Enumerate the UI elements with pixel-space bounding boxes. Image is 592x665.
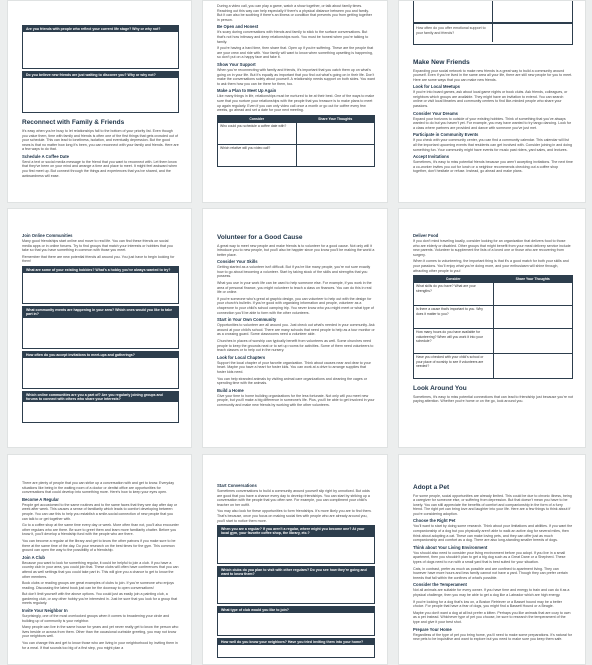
answer-area[interactable]	[23, 358, 178, 388]
subheading: Participate in Community Events	[413, 132, 479, 138]
subheading: Think about Your Living Environment	[413, 544, 488, 550]
answer-area[interactable]	[218, 645, 374, 657]
paragraph: People get accustomed to the same routines and to the same faces that they see day after day or week after week. This causes a sense of familiarity which leads to comfort developing between people. You can use this to help you establish a smile-social connection of new people that you can talk to or get together with.	[22, 502, 178, 521]
paragraph: Regardless of the type of pet you bring home, you'll need to make some preparations. It's natural for new pets to be inquisitive and want to explore but you need to make sure you keep them safe.	[413, 632, 572, 642]
paragraph: But don't limit yourself with the above options. You could just as easily join a painting club, a gardening club, or any other hobby you're interested in. Just be sure that you look for a group that meets regularly.	[22, 592, 178, 606]
paragraph: Go to a coffee shop at the same time every day or week. More often than not, you'll also encounter other regulars who are there. Be sure to greet them and learn more familiarity chatter. Before you know it, you'll develop a friendship fund with the people who are there.	[22, 523, 179, 537]
question-label: What type of club would you like to join?	[218, 607, 374, 613]
question-label: When you are a regular? If you aren't a regular, where might you become one? At your local gym, your favorite coffee shop, the library, etc.?	[218, 526, 374, 536]
subheading: Accept Invitations	[413, 154, 450, 160]
paragraph: It's easy when you're busy to let relationships fall to the bottom of your priority list. Even though you value them, time with family and friends is often one of the first things that gets crowded out of your schedule. This can lead to loneliness, isolation, and eventually depression. But the good news is that no matter how long it's been, you can reconnect with your family and friends. Here are a few ways to do that.	[22, 128, 179, 152]
section-heading: Adopt a Pet	[413, 484, 450, 491]
subheading: Consider the Temperament	[413, 582, 467, 588]
page-1	[7, 0, 192, 203]
page-4-content	[22, 231, 179, 425]
paragraph: When you're reconnecting with family and friends, it's important that you catch them up on what's going on in your life. But it's equally as important that you find out what's going on in their life. Don't make the conversations solely about yourself. A relationship needs support on both sides. You want to ask them how you can be there for them, too.	[217, 67, 375, 86]
subheading: Join A Club	[22, 554, 45, 560]
page-8-content	[217, 481, 375, 660]
subheading: Be Open and Honest	[217, 24, 259, 30]
paragraph: You should also need to consider your living environment before you adopt. If you live in a small apartment, then you shouldn't plan to get a big dog such as a Great Dane or a Shepherd. These types of dogs need to run with a small yard that is best suited for your situation.	[413, 550, 566, 565]
table-header: Consider	[414, 276, 494, 283]
paragraph: If you're looking for a dog that's low on, a Boston Retriever or a Basset hound may be a better choice. For people that have a fear of dogs, you might find a Bassett Hound or a Beagle.	[413, 599, 563, 609]
question-box	[22, 71, 179, 113]
paragraph: Getting started as a volunteer isn't difficult. But if you're like many people, you're not sure exactly how to go about becoming a volunteer. Start by taking stock of the skills and strengths that you possess.	[217, 265, 371, 279]
paragraph: If you don't mind traveling locally, consider looking for an organization that delivers food to those who are elderly or disabled. Other groups that might benefit from your meal delivery service include new parents. Volunteer to supplement the lists of a loved one or those who are recovering from surgery.	[413, 239, 571, 257]
page-6	[398, 208, 586, 448]
question-label: How often do you accept invitations to meet-ups and gatherings?	[23, 352, 178, 358]
question-box	[22, 266, 179, 304]
table-fragment	[413, 1, 573, 23]
question-box	[217, 566, 375, 604]
paragraph: Maybe you don't want a dog at all but prefer a kitten. Perhaps you like animals that are cozy to own as a pet instead. Whichever type of pet you choose, be sure to research the temperament of the type and give it your best shot.	[413, 610, 571, 624]
subheading: Schedule A Coffee Date	[22, 153, 69, 159]
table-cell: Which relative will you video call?	[218, 144, 297, 166]
page-8	[202, 454, 388, 665]
answer-area[interactable]	[218, 537, 374, 563]
reflection-table	[217, 115, 375, 167]
answer-cell[interactable]	[493, 306, 573, 329]
section-heading: Volunteer for a Good Cause	[217, 234, 303, 241]
section-heading: Look Around You	[413, 385, 467, 393]
subheading: Consider Your Dreams	[413, 110, 458, 116]
page-9-content	[413, 481, 573, 644]
subheading: Build a Home	[217, 387, 244, 393]
question-label: What community events are happening in your area? Which ones would you like to take part in?	[23, 307, 178, 317]
paragraph: Because you want to look for something regular, it could be helpful to join a club. If you have a country club in your area, you could join that. These clubs will often have conferences that you can attend as well settings that you could take part in. This will give you a chance to get to know the other members.	[22, 560, 179, 579]
paragraph: Send a text or social media message to the friend that you want to reconnect with. Let them know that they've been on your mind and arrange a time and place to meet. It might feel awkward when you first meet up. But connect through the things and experiences that you've shared, and the awkwardness will ease.	[22, 159, 178, 178]
answer-area[interactable]	[218, 613, 374, 635]
table-cell: How often do you offer emotional support to your family and friends?	[414, 24, 493, 42]
page-6-content	[413, 231, 573, 406]
paragraph: Expanding your social network to make new friends is a great way to build a community around yourself. Even if you've lived in the same area all your life, there are still new people for you to meet. Here are some ways that you can make new friends.	[413, 68, 573, 82]
paragraph: If you're into board games, ask about local game nights or book clubs. Ask friends, colleagues, or neighbors which groups are available. They might have an invitation to extend. You can search online or visit local libraries and community centers to find like-minded people who share your passions.	[413, 90, 568, 109]
subheading: Look for Local Chapters	[217, 354, 266, 360]
page-3	[398, 0, 586, 203]
paragraph: Sometimes conversations to build a community around yourself slip right by unnoticed. But odds are good that you have a chance every day to develop friendships. You can start by striking up a conversation with the people that you often see. For example, you can compliment your child's teacher on her outfit.	[217, 489, 370, 507]
table-header: Share Your Thoughts	[493, 276, 573, 283]
question-label: Do you believe new friends are just waiting to discover you? Why or why not?	[23, 72, 178, 78]
table-cell: Who could you schedule a coffee date with?	[218, 122, 297, 144]
paragraph: A great way to meet new people and make friends is to volunteer for a good cause. Not only will it introduce you to new people, but you'll also be happier since you know you'll be making the world a better place.	[217, 243, 375, 257]
answer-cell[interactable]	[296, 122, 375, 144]
question-label: Are you friends with people who reflect your current life stage? Why or why not?	[23, 26, 178, 32]
subheading: Join Online Communities	[22, 233, 73, 238]
table-cell: Is there a cause that's important to you. Why does it matter to you?	[414, 306, 494, 329]
table-cell: How many hours do you have available for volunteering? When will you work it into your schedule?	[414, 329, 494, 354]
subheading: Start in Your Own Community	[217, 317, 277, 323]
paragraph: During a video call, you can play a game, watch a show together, or talk about family times. Reaching out this way can help especially if there's a physical distance between you and family. But it can also be soothing if there's an illness or condition that prevents you from getting together in person.	[217, 4, 372, 22]
answer-area[interactable]	[23, 318, 178, 348]
paragraph: Expand your horizons to outside of your existing hobbies. Think of something that you've always wanted to do but you haven't yet. For example, you may have wanted to try tango dancing. Look for a class where partners are provided and dance with someone you've just met.	[413, 116, 572, 130]
question-box	[22, 306, 179, 348]
question-label: Which online communities are you a part of? Are you regularly joining groups and forums to connect with others who share your interests?	[23, 392, 178, 402]
page-2	[202, 0, 388, 203]
paragraph: Like many things in life, relationships must be nurtured to be at their best. One of the ways to make sure that you nurture your relationships with the people that you treasure is to make plans to meet up again regularly. Even if you can only video call once a month or go out for coffee every few weeks, go ahead and set a date for your next meeting.	[217, 94, 375, 113]
page-3-content	[413, 1, 573, 176]
section-heading: Reconnect with Family & Friends	[22, 119, 125, 127]
subheading: Show Your Support	[217, 61, 256, 67]
paragraph: What you use in your work life can be used to help someone else. For example, if you work in the area of personal finance, you might volunteer to teach a class on finances. You can do this in real life or online.	[217, 281, 372, 295]
subheading: Become A Regular	[22, 496, 59, 502]
question-box	[22, 391, 179, 423]
answer-cell[interactable]	[296, 144, 375, 166]
subheading: Look for Local Meetups	[413, 84, 460, 90]
reflection-table	[413, 275, 573, 379]
question-box	[217, 525, 375, 563]
table-header: Share Your Thoughts	[296, 115, 375, 122]
answer-cell[interactable]	[493, 354, 573, 379]
paragraph: Churches in places of worship can typically benefit from volunteers as well. Some churches need people to keep the grounds neat or to set up rooms for activities. Some of them need volunteers to teach classes or to help out in the nursery.	[217, 339, 374, 353]
paragraph: Sometimes, it's easy to miss potential connections that can lead to friendship just because you're not paying attention. Whether you're home or on the go, look around you.	[413, 394, 573, 404]
question-box	[217, 638, 375, 658]
table-row	[413, 23, 573, 45]
page-1-content	[22, 23, 179, 180]
paragraph: Surprisingly, one of the most overlooked groups when it comes to broadening your circle and building up of community is your neighbor.	[22, 614, 170, 623]
answer-area[interactable]	[23, 78, 178, 112]
answer-area[interactable]	[218, 577, 374, 603]
table-cell	[414, 1, 493, 22]
table-header: Consider	[218, 115, 297, 122]
page-5-content	[217, 231, 375, 410]
paragraph: There are plenty of people that you can strike up a conversation with and get to know. Everyday situations like being in the waiting room of a doctor or dentist office are opportunities for conversations that could develop into something more. Here's how to keep your eyes open.	[22, 481, 175, 495]
paragraph: Sometimes, it's easy to miss potential friends because you aren't accepting invitations. The next time a co-worker invites you out for lunch or a neighbor recommends checking out a coffee shop together, don't hesitate or refuse. Instead, go ahead and make plans.	[413, 160, 573, 174]
page-7-content	[22, 481, 179, 652]
page-4	[7, 208, 192, 448]
paragraph: If you check with your community center, you can find a community calendar. This calendar will list all the important upcoming events that residents can get involved with. Consider joining in and doing something fun. Your community might have events for music past riders, yard sales, and lectures.	[413, 138, 573, 152]
section-heading: Make New Friends	[413, 59, 470, 66]
paragraph: If you're someone who's great at graphic design, you can volunteer to help out with the design for your church's bulletin. If you're good with organizing information and people, volunteer as a chaperone to your child's school camping trip. You never know who you might meet or what type of connection you'll be able to form with the other volunteers.	[217, 296, 374, 315]
paragraph: It's scary during conversations with friends and family to stick to the surface conversations. But that's not how intimacy and deep relationships work. You must be honest when you're talking to family.	[217, 30, 369, 44]
paragraph: Give your time to home building organizations for the less fortunate. Not only will you meet new people, but you'll make a big difference in someone's life. Plus, you'll be able to get involved in your community and make new friends by working with the other volunteers.	[217, 393, 375, 407]
paragraph: For some people, social opportunities are already limited. This could be due to chronic illness, being a caregiver for someone else, or suffering from depression. But that doesn't mean you have to be lonely. You can still appreciate the benefits of comfort and companionship in the form of a furry friend. The right pet can bring love and laughter into your life. Here are a few things to think about if you're considering adoption.	[413, 493, 572, 516]
answer-cell[interactable]	[493, 283, 573, 306]
question-label: How well do you know your neighbors? Have you tried inviting them into your home?	[218, 639, 374, 645]
paragraph: If you're having a hard time, then share that. Open up if you're suffering. These are the people that are your crew and ride with. Your family will want to know when something upsetting is happening, so don't put on a happy face and fake it.	[217, 46, 374, 60]
answer-area[interactable]	[23, 273, 178, 303]
paragraph: Cats, in contrast, prefer as much as possible and are confined to apartment living. They can however have more hours and less family cannot not have a yard. Though they can prefer certain breeds that fall within the confines of what's possible.	[413, 566, 568, 580]
paragraph: When it comes to volunteering, the important thing is that it's a good match for both your skills and your passions. You'll enjoy what you're doing more, and your enthusiasm will shine through, attracting other people to you!	[413, 259, 569, 273]
paragraph: Remember that there are new potential friends all around you. You just have to begin looking for them!	[22, 254, 175, 264]
paragraph: Many good friendships start online and move to real life. You can find these friends on social media apps or in online forums. Try to find groups that match your interests or hobbies that you take so that you have something in common with those you meet.	[22, 239, 173, 253]
subheading: Invite Your Neighbor In	[22, 608, 68, 614]
subheading: Make a Plan to Meet Up Again	[217, 88, 277, 94]
paragraph: Not all animals are suitable for every owner. If you have time and energy to train and can do it as a physical challenge, then you may be able to get a dog like a Labrador which are high energy.	[413, 588, 570, 597]
answer-area[interactable]	[23, 402, 178, 422]
paragraph: Many people can live in the same house for years and yet never really get to know the person who lives beside or across from them. Other than the occasional curbside greeting, you may not know your neighbors well.	[22, 625, 179, 639]
paragraph: Book clubs or reading groups are great examples of clubs to join. If you're someone who enjoys reading. Discussing the latest book just can be the doorway to open conversations!	[22, 581, 174, 590]
paragraph: Opportunities to volunteer are all around you. Just check out what's needed in your community. Ask around at your child's school. There are many schools that need people to help as a tour monitor or as a crossing guard. Some classrooms need a volunteer aide.	[217, 323, 375, 337]
page-9	[398, 454, 586, 665]
answer-area[interactable]	[23, 32, 178, 68]
page-2-content	[217, 4, 375, 169]
paragraph: Support the local chapter of your favorite organization. Think about causes near and dear to your heart. Maybe you have a heart for foster kids. You can work at a drive to arrange supplies that foster kids need.	[217, 360, 371, 374]
page-5	[202, 208, 388, 448]
paragraph: You can change this and get to know those who are living in your neighborhood by inviting them in for a meal. If that sounds too big of a first step, you might plan a	[22, 641, 178, 650]
answer-cell[interactable]	[493, 329, 573, 354]
subheading: Deliver Food	[413, 233, 439, 238]
table-cell: What skills do you have? What are your strengths?	[414, 283, 494, 306]
subheading: Prepare Your Home	[413, 626, 452, 632]
question-box	[22, 25, 179, 69]
page-7	[7, 454, 192, 665]
question-box	[217, 606, 375, 636]
subheading: Start Conversations	[217, 483, 257, 488]
question-label: Which clubs do you plan to visit with other regulars? Do you see how they're going and want to know them?	[218, 567, 374, 577]
paragraph: You may also look for these opportunities to form friendships. It's more likely you are to find them. That's because, once you focus on making social ties with people who are already around you, you'll start to notice them more.	[217, 509, 372, 523]
paragraph: You'll want to start by doing some research. Think about your limitations and abilities. If you want the companionship of a dog but you physically aren't able to walk an active dog for several miles, then think about adopting a cat. These can make loving pets, and they can offer just as much companionship and comfort as a dog. There are also long-standing smaller breeds of dogs.	[413, 524, 573, 543]
subheading: Consider Your Skills	[217, 259, 258, 265]
subheading: Choose the Right Pet	[413, 518, 456, 524]
table-cell: Have you checked with your child's school or your place of worship to see if volunteers are needed?	[414, 354, 494, 379]
question-label: What are some of your existing hobbies? What's a hobby you've always wanted to try?	[23, 267, 178, 273]
paragraph: You can help stranded animals by visiting animal care organizations and cleaning the cages or spending time with the animals.	[217, 376, 367, 386]
question-box	[22, 351, 179, 389]
paragraph: You can become a regular at the library and get to know the other patrons if you make sure to be there at the same time of the day. Do your research on the best times for the gym. This common ground can open the way to the possibility of a friendship.	[22, 538, 176, 553]
